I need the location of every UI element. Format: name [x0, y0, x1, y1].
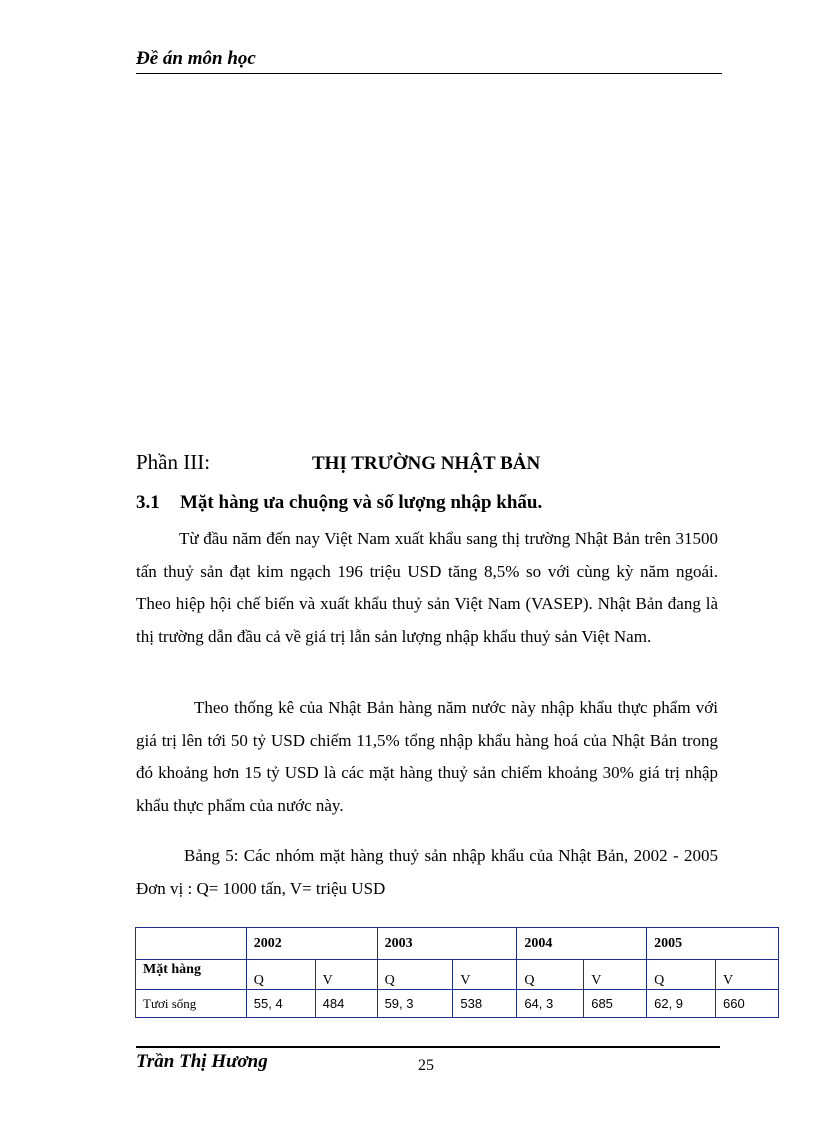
header-rule [136, 73, 722, 74]
table-cell: 64, 3 [517, 990, 584, 1018]
import-table [135, 927, 779, 1018]
footer-rule [136, 1046, 720, 1048]
year-header-2002: 2002 [246, 928, 377, 960]
year-header-2003: 2003 [377, 928, 517, 960]
table-qv-row [136, 960, 779, 990]
table-year-row [136, 928, 779, 960]
q-header: Q [377, 960, 453, 990]
document-header-title: Đề án môn học [136, 48, 256, 69]
v-header: V [315, 960, 377, 990]
table-cell: 484 [315, 990, 377, 1018]
table-caption: Bảng 5: Các nhóm mặt hàng thuỷ sản nhập khẩu của Nhật Bản, 2002 - 2005 Đơn vị : Q= 1000 tấn, V= triệu USD [136, 846, 718, 898]
row-label-header: Mặt hàng [136, 960, 247, 990]
part-title: THỊ TRƯỜNG NHẬT BẢN [312, 453, 541, 474]
section-heading [136, 492, 542, 514]
table-cell: 59, 3 [377, 990, 453, 1018]
q-header: Q [517, 960, 584, 990]
table-cell: 55, 4 [246, 990, 315, 1018]
year-header-2005: 2005 [647, 928, 779, 960]
v-header: V [716, 960, 779, 990]
page-number: 25 [418, 1057, 434, 1074]
paragraph-1: Từ đầu năm đến nay Việt Nam xuất khẩu sang thị trường Nhật Bản trên 31500 tấn thuỷ sản đạt kim ngạch 196 triệu USD tăng 8,5% so với cùng kỳ năm ngoái. Theo hiệp hội chế biến và xuất khẩu thuỷ sản Việt Nam (VASEP). Nhật Bản đang là thị trường dẫn đầu cả về giá trị lẫn sản lượng nhập khẩu thuỷ sản Việt Nam. [136, 529, 718, 646]
table-cell: 660 [716, 990, 779, 1018]
section-title: Mặt hàng ưa chuộng và số lượng nhập khẩu. [180, 492, 543, 513]
table-corner-cell [136, 928, 247, 960]
table-row [136, 990, 779, 1018]
part-heading [136, 450, 722, 480]
footer-author: Trần Thị Hương [136, 1051, 268, 1072]
q-header: Q [246, 960, 315, 990]
table-cell: 62, 9 [647, 990, 716, 1018]
v-header: V [453, 960, 517, 990]
table-cell: 685 [584, 990, 647, 1018]
table-cell: 538 [453, 990, 517, 1018]
part-label: Phần III: [136, 450, 211, 474]
row-label: Tươi sống [136, 990, 247, 1018]
v-header: V [584, 960, 647, 990]
year-header-2004: 2004 [517, 928, 647, 960]
paragraph-2: Theo thống kê của Nhật Bản hàng năm nước này nhập khẩu thực phẩm với giá trị lên tới 50 tỷ USD chiếm 11,5% tổng nhập khẩu hàng hoá của Nhật Bản trong đó khoảng hơn 15 tỷ USD là các mặt hàng thuỷ sản chiếm khoảng 30% giá trị nhập khẩu thực phẩm của nước này. [136, 698, 718, 815]
q-header: Q [647, 960, 716, 990]
section-number: 3.1 [136, 492, 160, 513]
